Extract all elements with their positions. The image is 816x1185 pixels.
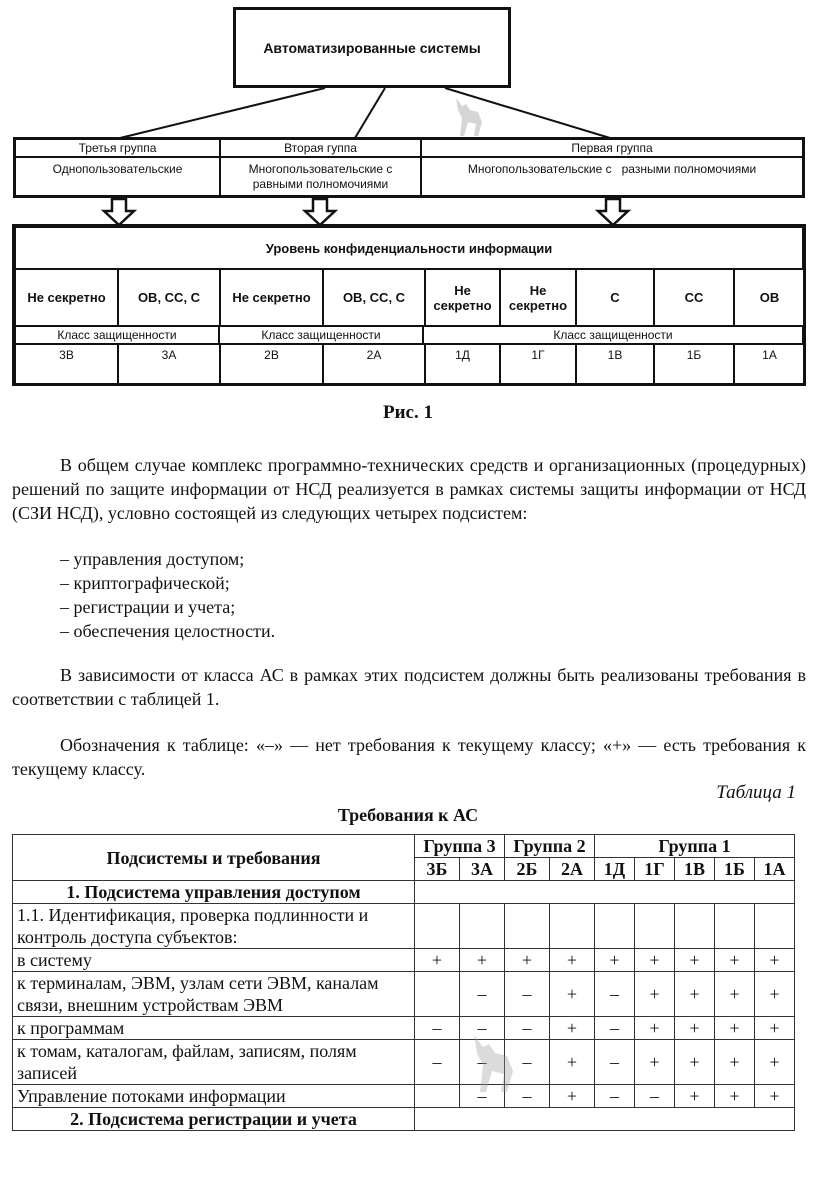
connector-lines bbox=[0, 0, 816, 240]
subsection-heading: 1.1. Идентификация, проверка подлинности и контроль доступа субъектов: bbox=[13, 904, 415, 949]
paragraph: В общем случае комплекс программно-технических средств и организационных (процедурных) решений по защите информации от НСД реализуется в рамках системы защиты информации от НСД (СЗИ НСД), условно состоящей из следующих четырех подсистем: bbox=[12, 455, 806, 523]
requirement-mark bbox=[415, 1085, 460, 1108]
empty-cell bbox=[595, 904, 635, 949]
requirement-mark: + bbox=[595, 949, 635, 972]
group-header: Группа 1 bbox=[595, 835, 795, 858]
class-cell: 3А bbox=[117, 343, 221, 385]
requirements-table bbox=[12, 834, 795, 1131]
class-header: 2А bbox=[550, 858, 595, 881]
requirement-mark: – bbox=[505, 1017, 550, 1040]
class-header: 3А bbox=[460, 858, 505, 881]
requirement-mark: – bbox=[415, 1017, 460, 1040]
requirement-mark: – bbox=[505, 1085, 550, 1108]
class-header: 1Д bbox=[595, 858, 635, 881]
requirement-mark: + bbox=[460, 949, 505, 972]
level-cell: Не секретно bbox=[424, 268, 501, 327]
requirement-label: к томам, каталогам, файлам, записям, полям записей bbox=[13, 1040, 415, 1085]
list-item: – управления доступом; bbox=[60, 549, 245, 569]
requirement-mark: + bbox=[675, 1040, 715, 1085]
class-cell: 1Д bbox=[424, 343, 501, 385]
class-header: 3Б bbox=[415, 858, 460, 881]
requirement-label: в систему bbox=[13, 949, 415, 972]
requirement-mark: + bbox=[550, 949, 595, 972]
class-header: 1Б bbox=[715, 858, 755, 881]
requirement-mark: + bbox=[755, 1085, 795, 1108]
paragraph: В зависимости от класса АС в рамках этих подсистем должны быть реализованы требования в соответствии с таблицей 1. bbox=[12, 665, 806, 709]
requirement-mark: + bbox=[755, 949, 795, 972]
requirement-mark: + bbox=[755, 1040, 795, 1085]
requirement-mark: – bbox=[505, 1040, 550, 1085]
header-cell: Подсистемы и требования bbox=[13, 835, 415, 881]
list-item: – регистрации и учета; bbox=[60, 597, 236, 617]
table-row bbox=[13, 1017, 795, 1040]
requirement-mark: + bbox=[675, 1085, 715, 1108]
class-cell: 1Б bbox=[653, 343, 735, 385]
empty-cell bbox=[675, 904, 715, 949]
level-cell: СС bbox=[653, 268, 735, 327]
requirement-mark bbox=[415, 972, 460, 1017]
level-title: Уровень конфиденциальности информации bbox=[14, 226, 804, 270]
table-row bbox=[13, 949, 795, 972]
group-first-title: Первая группа bbox=[420, 138, 804, 158]
requirement-mark: + bbox=[635, 1040, 675, 1085]
requirement-mark: + bbox=[505, 949, 550, 972]
requirement-mark: + bbox=[635, 949, 675, 972]
group-header: Группа 2 bbox=[505, 835, 595, 858]
requirement-mark: – bbox=[415, 1040, 460, 1085]
class-header: 2Б bbox=[505, 858, 550, 881]
class-label: Класс защищенности bbox=[218, 325, 424, 345]
class-cell: 1В bbox=[575, 343, 655, 385]
level-cell: Не секретно bbox=[499, 268, 577, 327]
table-row bbox=[13, 1085, 795, 1108]
requirement-mark: – bbox=[595, 972, 635, 1017]
requirement-mark: + bbox=[635, 972, 675, 1017]
empty-cell bbox=[715, 904, 755, 949]
requirement-mark: + bbox=[715, 1085, 755, 1108]
requirement-mark: – bbox=[460, 1085, 505, 1108]
list-item: – обеспечения целостности. bbox=[60, 621, 276, 641]
class-cell: 3В bbox=[14, 343, 119, 385]
class-header: 1В bbox=[675, 858, 715, 881]
empty-cell bbox=[460, 904, 505, 949]
level-cell: ОВ, СС, С bbox=[117, 268, 221, 327]
empty-cell bbox=[755, 904, 795, 949]
requirement-mark: + bbox=[550, 1017, 595, 1040]
requirement-label: Управление потоками информации bbox=[13, 1085, 415, 1108]
group-header: Группа 3 bbox=[415, 835, 505, 858]
class-cell: 2А bbox=[322, 343, 426, 385]
requirement-mark: + bbox=[550, 1085, 595, 1108]
requirement-mark: – bbox=[505, 972, 550, 1017]
root-box: Автоматизированные системы bbox=[233, 7, 511, 88]
requirement-label: к терминалам, ЭВМ, узлам сети ЭВМ, каналам связи, внешним устройствам ЭВМ bbox=[13, 972, 415, 1017]
table-title: Требования к АС bbox=[337, 805, 479, 825]
requirement-mark: – bbox=[460, 1017, 505, 1040]
requirement-mark: – bbox=[595, 1040, 635, 1085]
level-cell: ОВ bbox=[733, 268, 806, 327]
class-label: Класс защищенности bbox=[422, 325, 804, 345]
empty-cell bbox=[415, 904, 460, 949]
class-header: 1Г bbox=[635, 858, 675, 881]
group-second-title: Вторая гуппа bbox=[219, 138, 422, 158]
requirement-mark: – bbox=[460, 972, 505, 1017]
level-cell: Не секретно bbox=[14, 268, 119, 327]
empty-cell bbox=[415, 1108, 795, 1131]
empty-cell bbox=[635, 904, 675, 949]
requirement-mark: + bbox=[715, 1017, 755, 1040]
group-second-desc: Многопользовательские с равными полномочиями bbox=[219, 156, 422, 197]
figure-caption: Рис. 1 bbox=[383, 402, 433, 423]
requirement-label: к программам bbox=[13, 1017, 415, 1040]
group-third-title: Третья группа bbox=[14, 138, 221, 158]
requirement-mark: + bbox=[675, 972, 715, 1017]
class-cell: 1А bbox=[733, 343, 806, 385]
requirement-mark: – bbox=[595, 1017, 635, 1040]
list-item: – криптографической; bbox=[60, 573, 230, 593]
requirement-mark: + bbox=[550, 972, 595, 1017]
class-cell: 1Г bbox=[499, 343, 577, 385]
level-cell: С bbox=[575, 268, 655, 327]
requirement-mark: + bbox=[635, 1017, 675, 1040]
requirement-mark: – bbox=[460, 1040, 505, 1085]
group-first-desc: Многопользовательские с разными полномочиями bbox=[420, 156, 804, 197]
class-label: Класс защищенности bbox=[14, 325, 220, 345]
section-heading: 1. Подсистема управления доступом bbox=[13, 881, 415, 904]
requirement-mark: – bbox=[595, 1085, 635, 1108]
requirement-mark: + bbox=[755, 972, 795, 1017]
requirement-mark: + bbox=[415, 949, 460, 972]
level-cell: Не секретно bbox=[219, 268, 324, 327]
empty-cell bbox=[505, 904, 550, 949]
requirement-mark: + bbox=[715, 949, 755, 972]
requirement-mark: + bbox=[715, 1040, 755, 1085]
level-cell: ОВ, СС, С bbox=[322, 268, 426, 327]
empty-cell bbox=[550, 904, 595, 949]
paragraph: Обозначения к таблице: «–» — нет требования к текущему классу; «+» — есть требования к текущему классу. bbox=[12, 735, 806, 779]
class-header: 1А bbox=[755, 858, 795, 881]
requirement-mark: – bbox=[635, 1085, 675, 1108]
requirement-mark: + bbox=[550, 1040, 595, 1085]
requirement-mark: + bbox=[675, 949, 715, 972]
requirement-mark: + bbox=[755, 1017, 795, 1040]
table-label: Таблица 1 bbox=[716, 782, 796, 803]
requirement-mark: + bbox=[675, 1017, 715, 1040]
requirement-mark: + bbox=[715, 972, 755, 1017]
section-heading: 2. Подсистема регистрации и учета bbox=[13, 1108, 415, 1131]
table-row bbox=[13, 972, 795, 1017]
table-row bbox=[13, 1040, 795, 1085]
empty-cell bbox=[415, 881, 795, 904]
class-cell: 2В bbox=[219, 343, 324, 385]
group-third-desc: Однопользовательские bbox=[14, 156, 221, 197]
